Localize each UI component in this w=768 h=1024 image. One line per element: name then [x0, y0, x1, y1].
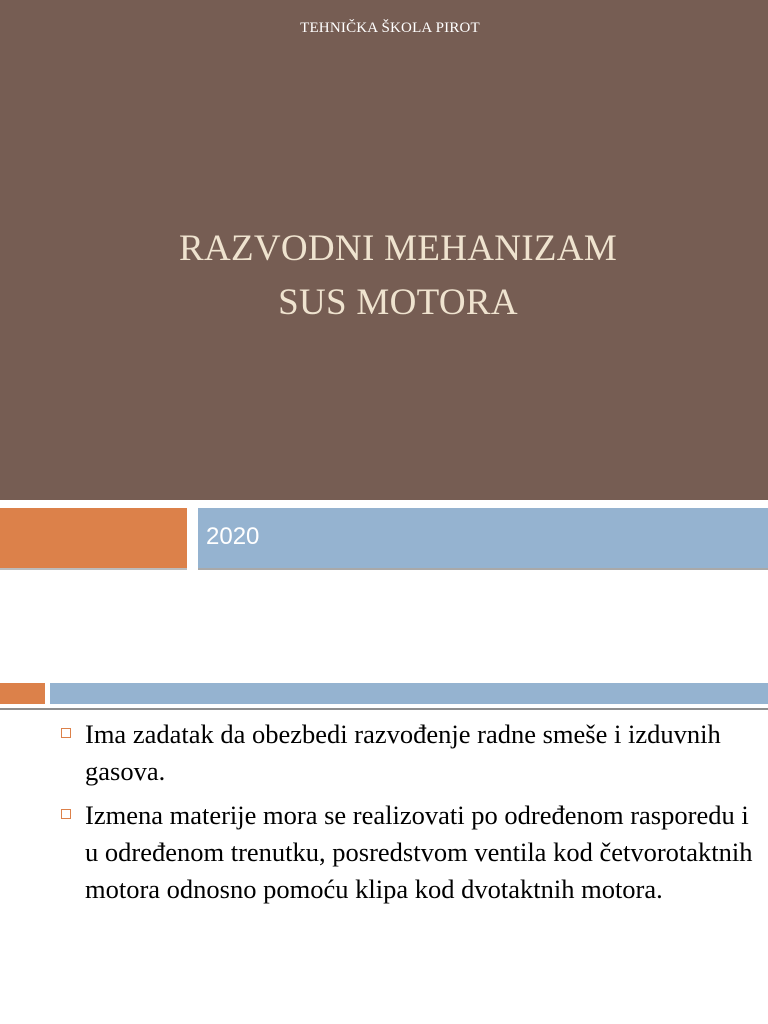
- square-bullet-icon: [61, 728, 71, 738]
- slide-title-line-2: SUS MOTORA: [278, 282, 518, 323]
- school-name: TEHNIČKA ŠKOLA PIROT: [300, 20, 480, 36]
- slide2-divider: [0, 708, 768, 710]
- square-bullet-icon: [61, 809, 71, 819]
- bullet-item: [60, 716, 760, 790]
- slide2-blue-header-band: [50, 683, 768, 704]
- bullet-text: Izmena materije mora se realizovati po određenom rasporedu i u određenom trenutku, posredstvom ventila kod četvorotaktnih motora odnosno pomoću klipa kod dvotaktnih motora.: [85, 800, 753, 904]
- blue-subtitle-band: [198, 508, 768, 568]
- orange-accent-band: [0, 508, 187, 568]
- bullet-item: [60, 797, 760, 908]
- slide-title-line-1: RAZVODNI MEHANIZAM: [178, 228, 618, 269]
- slide-title: [0, 222, 768, 330]
- slide2-orange-accent-band: [0, 683, 45, 704]
- title-slide-background: [0, 0, 768, 500]
- bullet-list: [60, 716, 760, 915]
- subtitle-year: 2020: [206, 523, 260, 550]
- bullet-text: Ima zadatak da obezbedi razvođenje radne smeše i izduvnih gasova.: [85, 719, 721, 786]
